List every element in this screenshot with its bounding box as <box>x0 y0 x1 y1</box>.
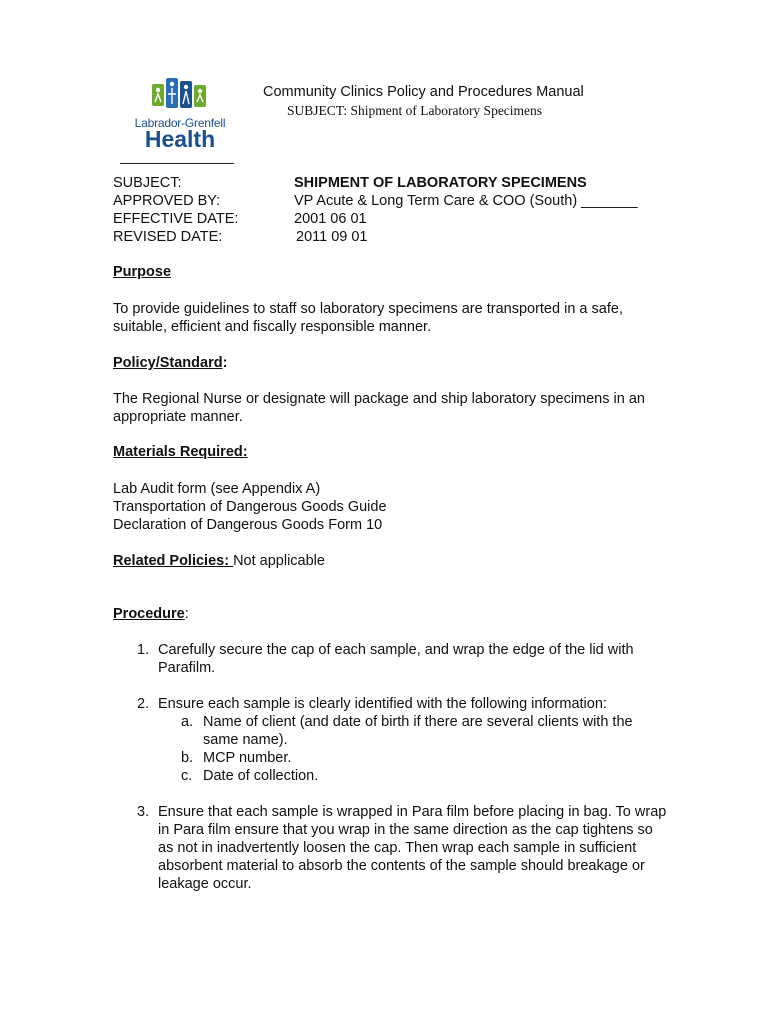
substep-text: MCP number. <box>203 750 292 766</box>
approved-value: VP Acute & Long Term Care & COO (South) _______ <box>294 193 638 209</box>
policy-text: The Regional Nurse or designate will package and ship laboratory specimens in an appropriate manner. <box>113 391 645 425</box>
policy-heading: Policy/Standard <box>113 355 223 371</box>
materials-item: Transportation of Dangerous Goods Guide <box>113 499 387 515</box>
procedure-step <box>137 695 677 713</box>
logo-subtitle: Labrador-Grenfell <box>134 116 226 130</box>
substep-marker: b. <box>181 750 194 766</box>
people-figures-icon <box>152 76 208 114</box>
subject-label: SUBJECT: <box>113 175 182 191</box>
procedure-heading-colon: : <box>184 606 189 622</box>
procedure-heading-row <box>113 605 189 623</box>
related-policies-row <box>113 552 325 570</box>
policy-heading-colon: : <box>222 355 228 371</box>
step-text: Carefully secure the cap of each sample, and wrap the edge of the lid with Parafilm. <box>158 642 634 676</box>
step-marker: 2. <box>137 696 150 712</box>
policy-heading-row <box>113 354 227 372</box>
manual-title: Community Clinics Policy and Procedures Manual <box>263 84 584 100</box>
step-text: Ensure that each sample is wrapped in Para film before placing in bag. To wrap in Para film ensure that you wrap in the same direction as the cap tightens so as not in inadvertently loosen the cap. Then wrap each sample in sufficient absorbent material to absorb the contents of the sample should breakage or leakage occur. <box>158 804 667 892</box>
revised-label: REVISED DATE: <box>113 229 223 245</box>
procedure-step <box>137 803 677 893</box>
effective-value: 2001 06 01 <box>294 211 367 227</box>
procedure-substep <box>181 749 661 767</box>
substep-marker: c. <box>181 768 193 784</box>
related-policies-heading: Related Policies: <box>113 553 234 569</box>
effective-label: EFFECTIVE DATE: <box>113 211 239 227</box>
materials-item: Lab Audit form (see Appendix A) <box>113 481 321 497</box>
revised-value: 2011 09 01 <box>296 229 368 245</box>
materials-item: Declaration of Dangerous Goods Form 10 <box>113 517 383 533</box>
substep-marker: a. <box>181 714 194 730</box>
substep-text: Name of client (and date of birth if there are several clients with the same name). <box>203 714 633 748</box>
step-marker: 1. <box>137 642 150 658</box>
materials-heading: Materials Required: <box>113 444 248 460</box>
subject-value: SHIPMENT OF LABORATORY SPECIMENS <box>294 175 587 191</box>
purpose-heading: Purpose <box>113 264 172 280</box>
procedure-heading: Procedure <box>113 606 185 622</box>
related-policies-value: Not applicable <box>233 553 325 569</box>
header-subject: SUBJECT: Shipment of Laboratory Specimens <box>287 103 543 118</box>
substep-text: Date of collection. <box>203 768 319 784</box>
logo-divider <box>120 163 234 164</box>
step-text: Ensure each sample is clearly identified with the following information: <box>158 696 607 712</box>
approved-label: APPROVED BY: <box>113 193 221 209</box>
logo-name: Health <box>144 126 216 152</box>
procedure-step <box>137 641 677 677</box>
procedure-substep <box>181 713 661 749</box>
purpose-text: To provide guidelines to staff so laboratory specimens are transported in a safe, suitable, efficient and fiscally responsible manner. <box>113 301 623 335</box>
procedure-substep <box>181 767 661 785</box>
step-marker: 3. <box>137 804 150 820</box>
organization-logo <box>126 76 234 166</box>
